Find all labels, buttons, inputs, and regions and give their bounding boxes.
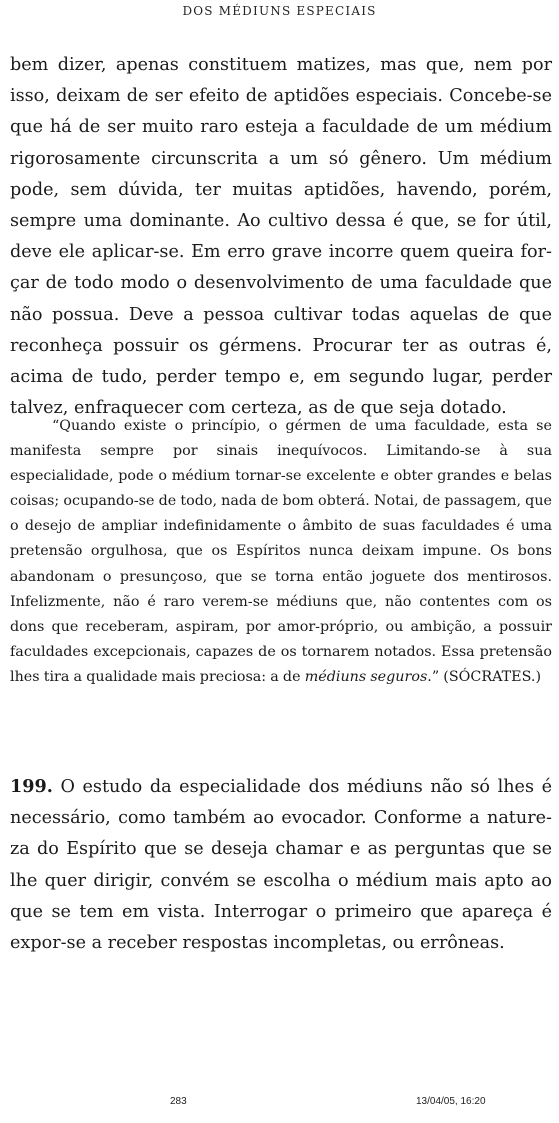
running-header: DOS MÉDIUNS ESPECIAIS: [182, 4, 377, 18]
quote-text: “Quando existe o princípio, o gérmen de uma faculdade, esta se manifesta sempre por sinais inequívocos. Limitando-se à sua especialidade, pode o médium tornar-se excelente e obter grandes e belas coisas; ocupando-se de todo, nada de bom obterá. Notai, de passagem, que o desejo de ampliar indefinidamente o âmbito de suas faculdades é uma pretensão orgulhosa, que os Espíritos nunca deixam impune. Os bons abandonam o presunçoso, que se torna então joguete dos mentirosos. Infelizmente, não é raro verem-se médiuns que, não contentes com os dons que receberam, aspiram, por amor-próprio, ou ambição, a possuir faculdades excepcionais, capazes de os tornarem notados. Essa pretensão lhes tira a qualidade mais preciosa: a de: [10, 418, 552, 685]
quote-block: [10, 414, 552, 690]
quote-closing: .”: [427, 668, 440, 685]
paragraph-number: 199.: [10, 776, 53, 797]
quote-attribution: (SÓCRATES.): [443, 668, 542, 685]
body-paragraph: bem dizer, apenas constituem matizes, mas que, nem por isso, deixam de ser efeito de aptidões especiais. Concebe-se que há de ser muito raro esteja a faculdade de um médium rigorosamente circunscrita a um só gênero. Um médium pode, sem dúvida, ter muitas aptidões, havendo, porém, sempre uma dominante. Ao cultivo dessa é que, se for útil, deve ele aplicar-se. Em erro grave incorre quem queira forçar de todo modo o desenvolvimento de uma faculdade que não possua. Deve a pessoa cultivar todas aquelas de que reconheça possuir os gérmens. Procurar ter as outras é, acima de tudo, perder tempo e, em segundo lugar, perder talvez, enfraquecer com certeza, as de que seja dotado.: [10, 55, 552, 419]
numbered-paragraph: [10, 771, 552, 959]
paragraph-text: O estudo da especialidade dos médiuns não só lhes é necessário, como também ao evocador. Conforme a natureza do Espírito que se deseja chamar e as perguntas que se lhe quer dirigir, convém se escolha o médium mais apto ao que se tem em vista. Interrogar o primeiro que apareça é expor-se a receber respostas incompletas, ou errôneas.: [10, 777, 553, 954]
footer-page-number: 283: [170, 1096, 187, 1107]
footer-timestamp: 13/04/05, 16:20: [416, 1096, 486, 1107]
quote-emphasis: médiuns seguros: [304, 668, 428, 685]
